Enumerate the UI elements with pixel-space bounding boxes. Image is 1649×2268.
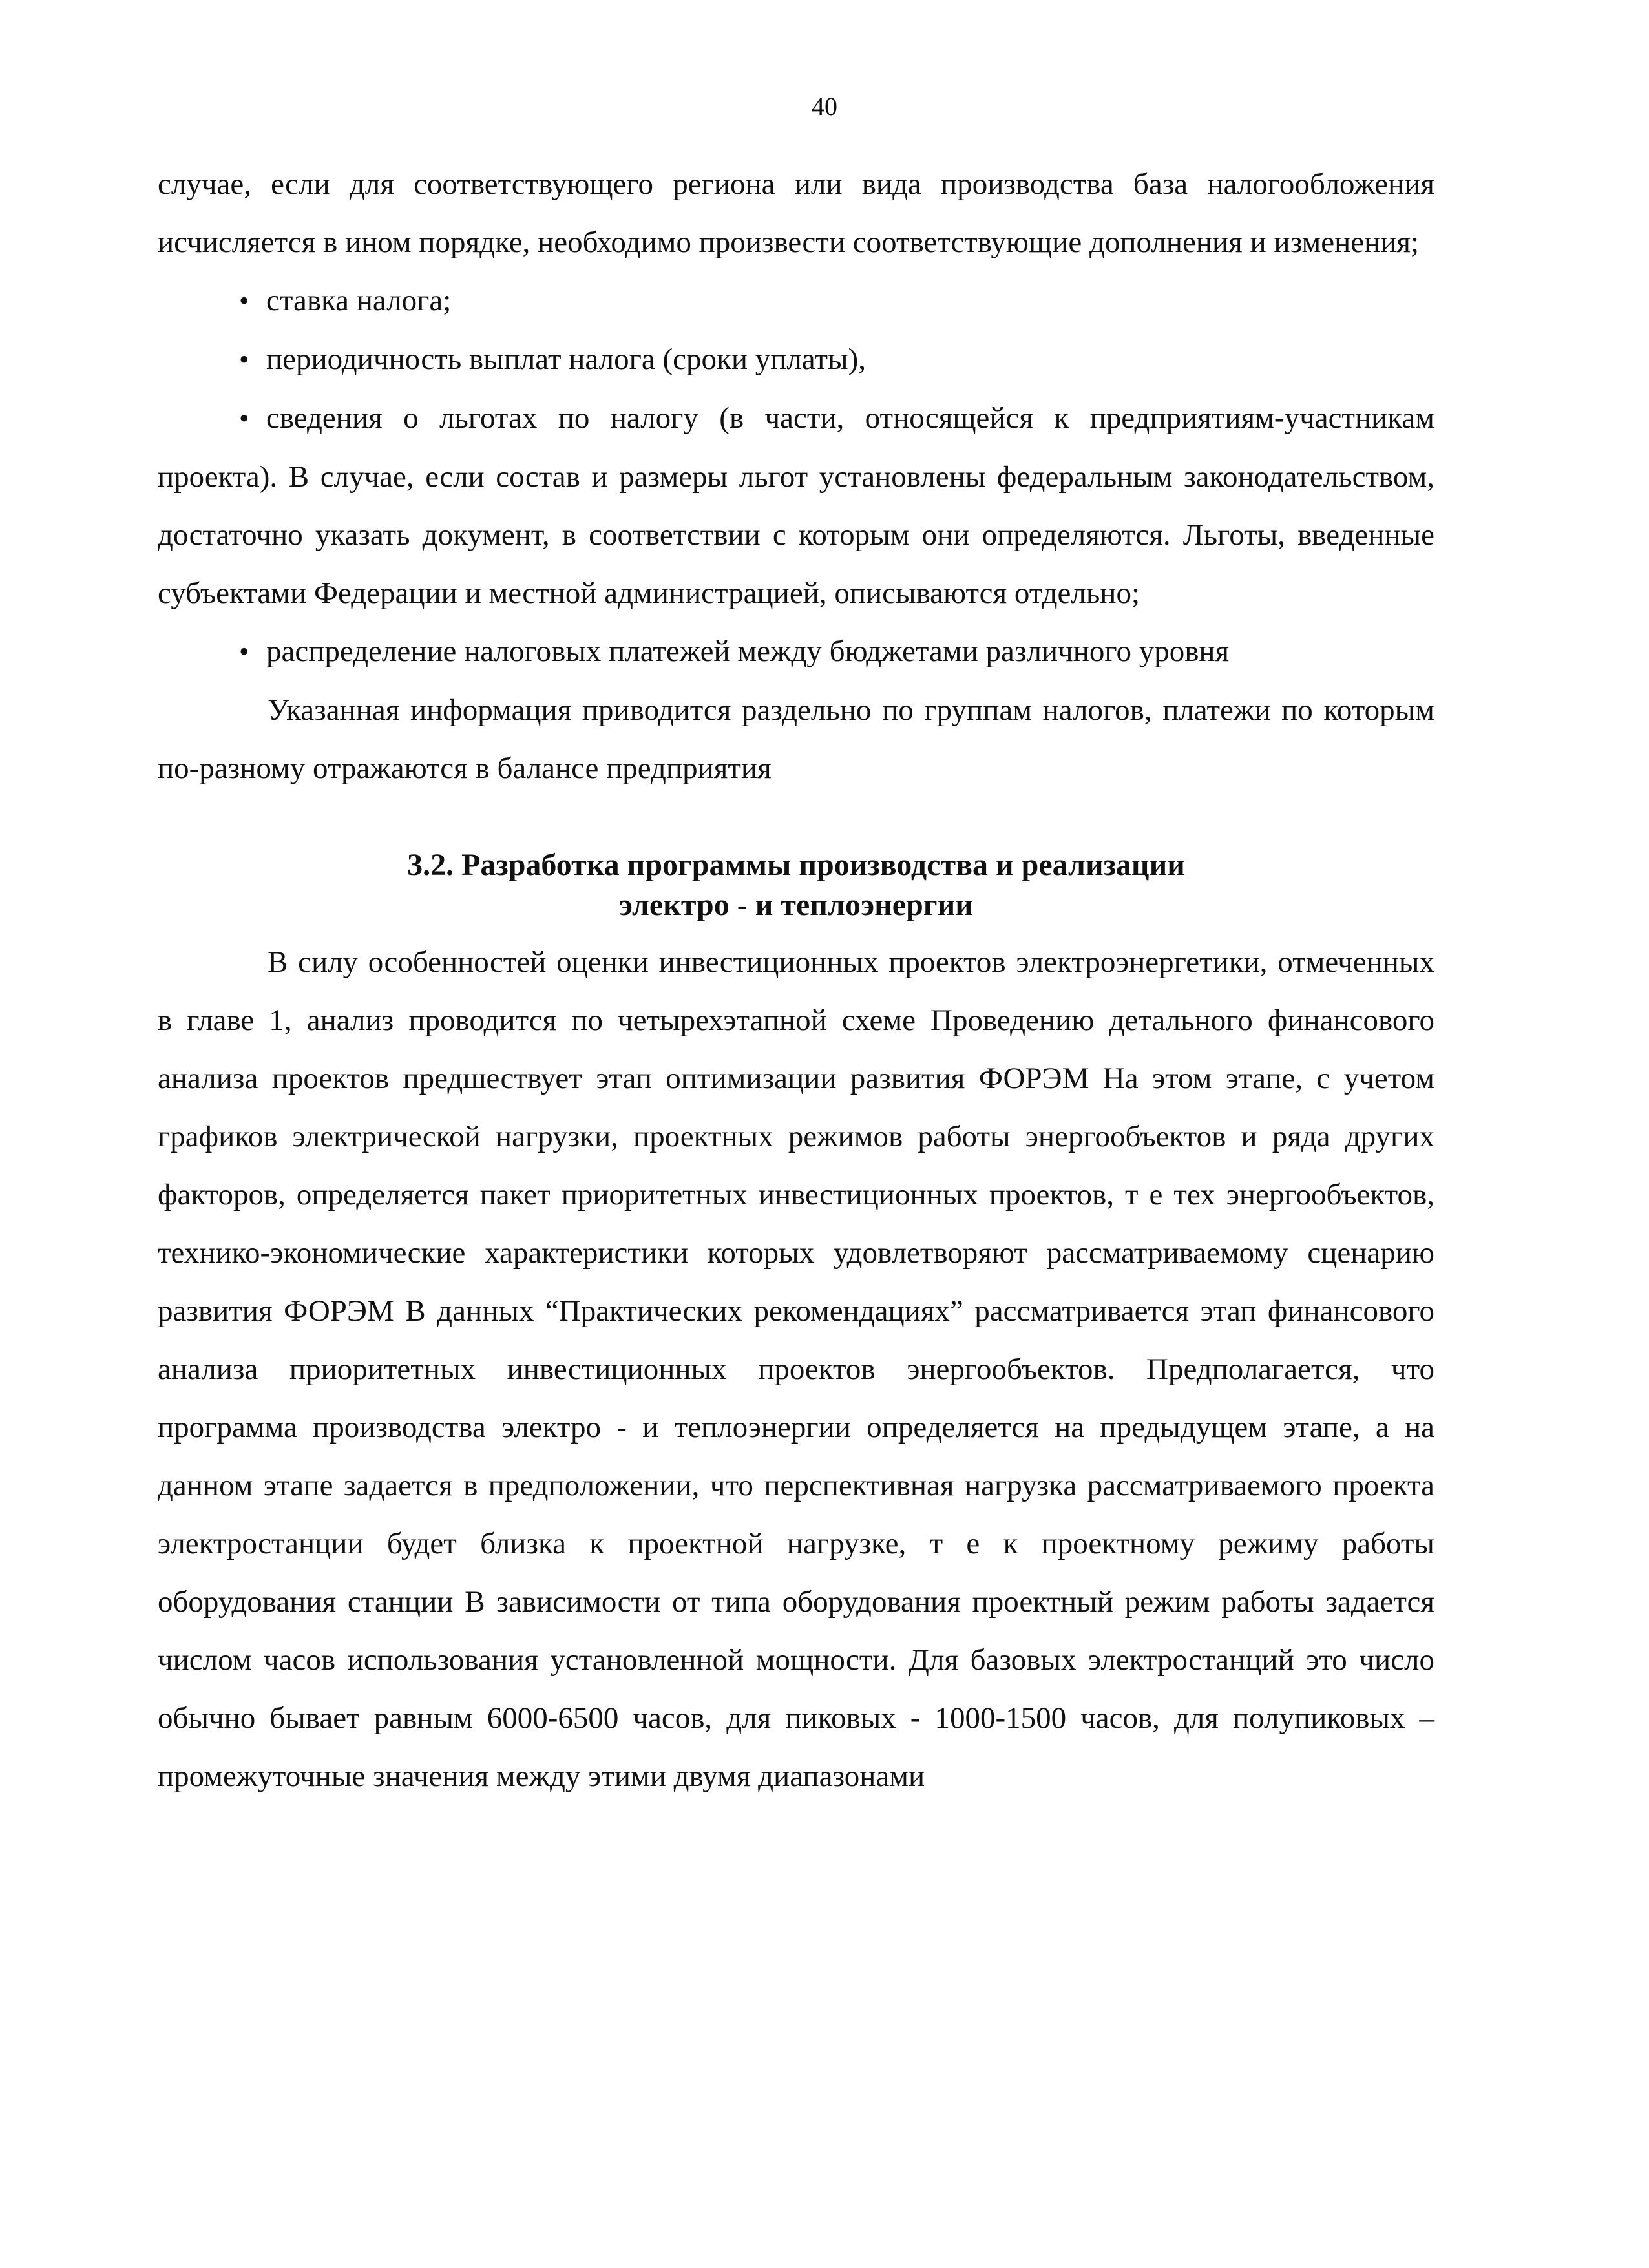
bullet-dot-icon: • — [239, 285, 249, 317]
paragraph-info-by-tax-groups: Указанная информация приводится раздельно по группам налогов, платежи по которым по-разному отражаются в балансе предприятия — [158, 693, 1434, 785]
document-body — [158, 155, 1434, 1805]
bullet-item-label: сведения о льготах по налогу (в части, относящейся к предприятиям-участникам проекта). В случае, если состав и размеры льгот установлены федеральным законодательством, достаточно указать документ, в соответствии с которым они определяются. Льготы, введенные субъектами Федерации и местной администрацией, описываются отдельно; — [158, 401, 1434, 610]
bullet-item-budget-distribution — [158, 622, 1434, 681]
bullet-item-tax-benefits — [158, 389, 1434, 622]
bullet-item-label: распределение налоговых платежей между бюджетами различного уровня — [266, 635, 1230, 668]
paragraph-tax-base-continuation: случае, если для соответствующего региона или вида производства база налогообложения исчисляется в ином порядке, необходимо произвести соответствующие дополнения и изменения; — [158, 167, 1434, 259]
bullet-item-label: ставка налога; — [266, 284, 452, 317]
bullet-dot-icon: • — [239, 403, 249, 434]
section-heading-line-2: электро - и теплоэнергии — [619, 888, 973, 922]
section-spacer — [158, 797, 1434, 845]
section-heading — [158, 845, 1434, 925]
section-heading-line-1: 3.2. Разработка программы производства и реализации — [407, 848, 1185, 882]
paragraph-section-body: В силу особенностей оценки инвестиционных проектов электроэнергетики, отмеченных в главе 1, анализ проводится по четырехэтапной схеме Проведению детального финансового анализа проектов предшествует этап оптимизации развития ФОРЭМ На этом этапе, с учетом графиков электрической нагрузки, проектных режимов работы энергообъектов и ряда других факторов, определяется пакет приоритетных инвестиционных проектов, т е тех энергообъектов, технико-экономические характеристики которых удовлетворяют рассматриваемому сценарию развития ФОРЭМ В данных “Практических рекомендациях” рассматривается этап финансового анализа приоритетных инвестиционных проектов энергообъектов. Предполагается, что программа производства электро - и теплоэнергии определяется на предыдущем этапе, а на данном этапе задается в предположении, что перспективная нагрузка рассматриваемого проекта электростанции будет близка к проектной нагрузке, т е к проектному режиму работы оборудования станции В зависимости от типа оборудования проектный режим работы задается числом часов использования установленной мощности. Для базовых электростанций это число обычно бывает равным 6000-6500 часов, для пиковых - 1000-1500 часов, для полупиковых – промежуточные значения между этими двумя диапазонами — [158, 945, 1434, 1793]
bullet-dot-icon: • — [239, 636, 249, 667]
bullet-item-label: периодичность выплат налога (сроки уплаты), — [266, 342, 867, 376]
page-number: 40 — [812, 92, 837, 121]
bullet-item-tax-rate — [158, 271, 1434, 330]
bullet-item-payment-frequency — [158, 330, 1434, 389]
bullet-dot-icon: • — [239, 344, 249, 375]
